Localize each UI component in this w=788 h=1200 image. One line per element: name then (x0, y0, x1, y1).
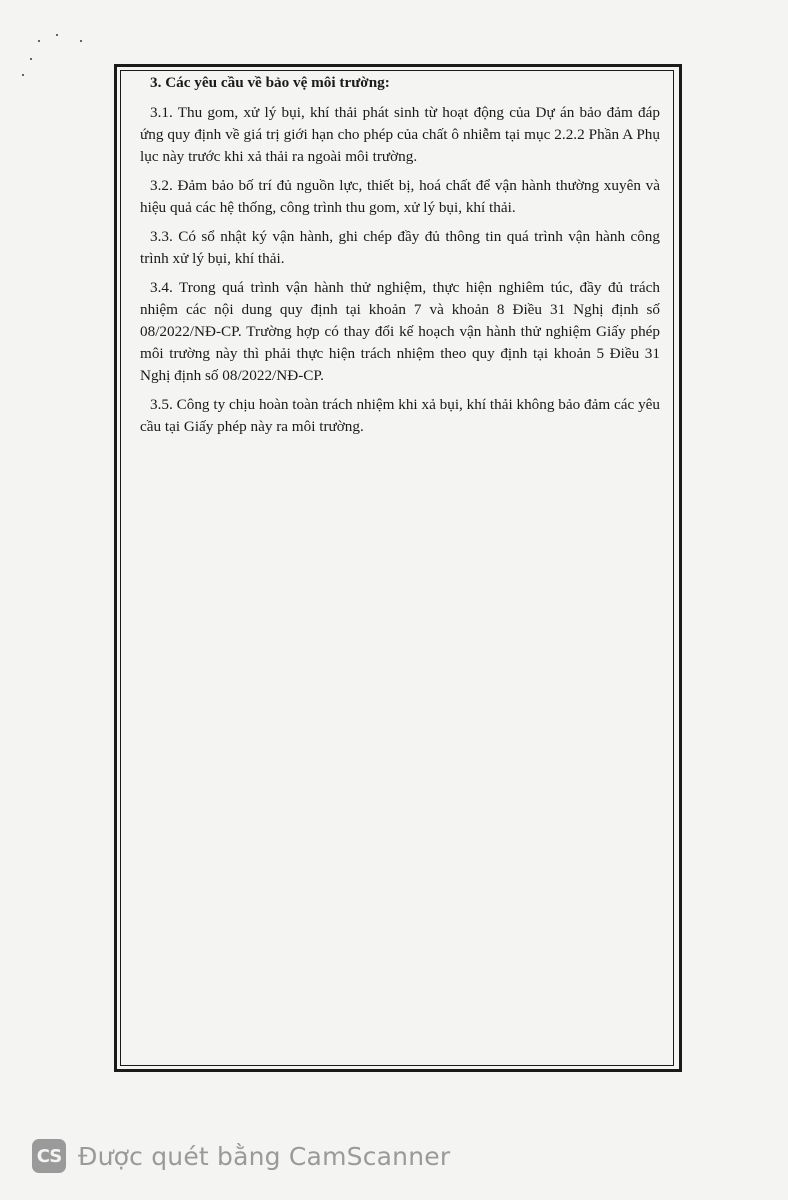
section-heading: 3. Các yêu cầu về bảo vệ môi trường: (150, 74, 390, 91)
camscanner-logo-icon: CS (32, 1139, 66, 1173)
paragraph-3-4: 3.4. Trong quá trình vận hành thử nghiệm, thực hiện nghiêm túc, đầy đủ trách nhiệm các nội dung quy định tại khoản 7 và khoản 8 Điều 31 Nghị định số 08/2022/NĐ-CP. Trường hợp có thay đổi kế hoạch vận hành thử nghiệm Giấy phép môi trường này thì phải thực hiện trách nhiệm theo quy định tại khoản 5 Điều 31 Nghị định số 08/2022/NĐ-CP. (140, 279, 660, 384)
paragraph-3-2: 3.2. Đảm bảo bố trí đủ nguồn lực, thiết bị, hoá chất để vận hành thường xuyên và hiệu quả các hệ thống, công trình thu gom, xử lý bụi, khí thải. (140, 177, 660, 216)
watermark-text: Được quét bằng CamScanner (78, 1141, 451, 1171)
paragraph-3-1: 3.1. Thu gom, xử lý bụi, khí thải phát sinh từ hoạt động của Dự án bảo đảm đáp ứng quy định về giá trị giới hạn cho phép của chất ô nhiễm tại mục 2.2.2 Phần A Phụ lục này trước khi xả thải ra ngoài môi trường. (140, 104, 660, 165)
document-body (140, 72, 660, 445)
paragraph-3-5: 3.5. Công ty chịu hoàn toàn trách nhiệm khi xả bụi, khí thải không bảo đảm các yêu cầu tại Giấy phép này ra môi trường. (140, 396, 660, 435)
paragraph-3-3: 3.3. Có sổ nhật ký vận hành, ghi chép đầy đủ thông tin quá trình vận hành công trình xử lý bụi, khí thải. (140, 228, 660, 267)
camscanner-watermark (32, 1136, 450, 1176)
